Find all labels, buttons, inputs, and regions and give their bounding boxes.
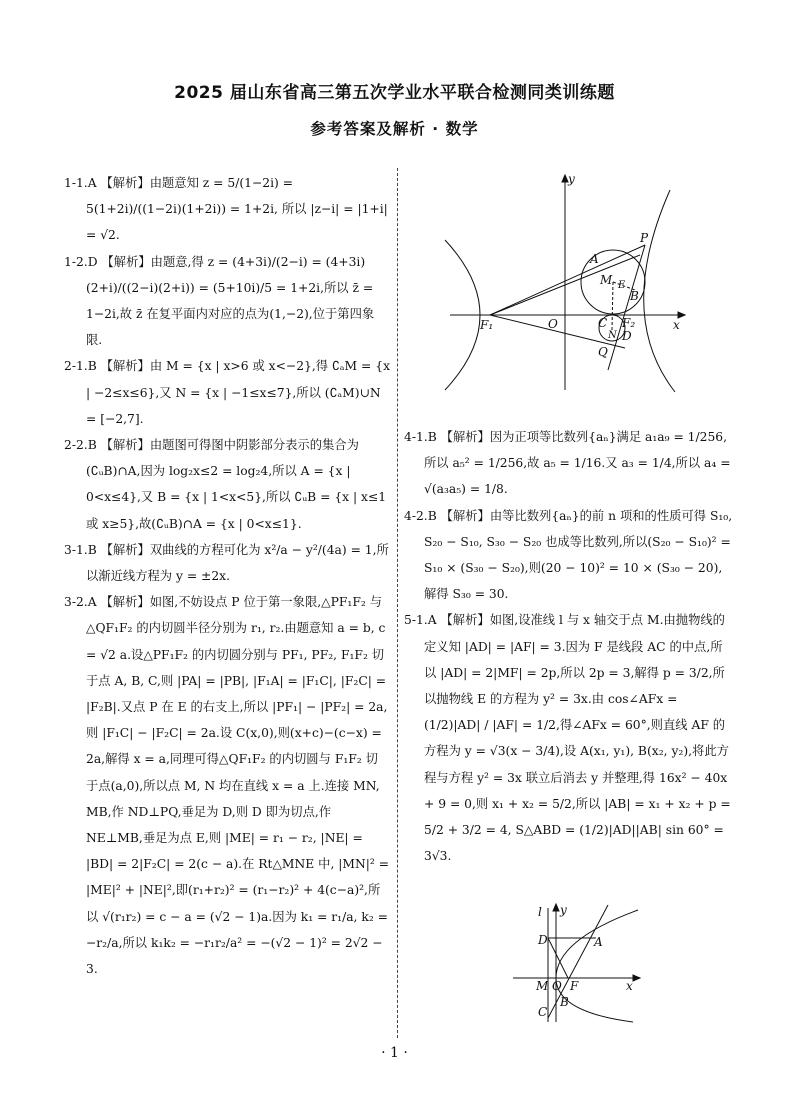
hyperbola-right-branch: [644, 190, 675, 392]
fig1-label-C: C: [598, 316, 608, 330]
fig2-label-C: C: [538, 1005, 548, 1019]
fig2-label-O: O: [552, 979, 562, 993]
answer-4-1: 4-1.B 【解析】因为正项等比数列{aₙ}满足 a₁a₉ = 1/256,所以 a₅² = 1/256,故 a₅ = 1/16.又 a₃ = 1/4,所以 a₄ = √(a₃a₅) = 1/8.: [404, 430, 731, 497]
fig1-label-P: P: [640, 231, 649, 245]
fig2-label-A: A: [594, 935, 603, 949]
document-title: 2025 届山东省高三第五次学业水平联合检测同类训练题: [174, 83, 615, 103]
answer-3-1: 3-1.B 【解析】双曲线的方程可化为 x²/a − y²/(4a) = 1,所以渐近线方程为 y = ±2x.: [64, 542, 389, 584]
answer-3-2: 3-2.A 【解析】如图,不妨设点 P 位于第一象限,△PF₁F₂ 与△QF₁F₂ 的内切圆半径分别为 r₁, r₂.由题意知 a = b, c = √2 a.设△PF₁F₂ 的内切圆分别与 PF₁, PF₂, F₁F₂ 切于点 A, B, C,则 |PA| = |PB|, |F₁A| = |F₁C|, |F₂C| = |F₂B|.又点 P 在 E 的右支上,所以 |PF₁| − |PF₂| = 2a,则 |F₁C| − |F₂C| = 2a.设 C(x,0),则(x+c)−(c−x) = 2a,解得 x = a,同理可得△QF₁F₂ 的内切圆与 F₁F₂ 切于点(a,0),所以点 M, N 均在直线 x = a 上.连接 MN, MB,作 ND⊥PQ,垂足为 D,则 D 即为切点,作 NE⊥MB,垂足为点 E,则 |ME| = r₁ − r₂, |NE| = |BD| = 2|F₂C| = 2(c − a).在 Rt△MNE 中, |MN|² = |ME|² + |NE|²,即(r₁+r₂)² = (r₁−r₂)² + 4(c−a)²,所以 √(r₁r₂) = c − a = (√2 − 1)a.因为 k₁ = r₁/a, k₂ = −r₂/a,所以 k₁k₂ = −r₁r₂/a² = −(√2 − 1)² = 2√2 − 3.: [64, 595, 390, 977]
fig1-label-y: y: [568, 172, 575, 186]
fig1-label-M: M: [600, 273, 613, 287]
fig2-label-D: D: [538, 933, 548, 947]
fig1-label-F2: F₂: [622, 316, 636, 330]
document-subtitle: 参考答案及解析 · 数学: [310, 120, 479, 138]
fig2-label-M: M: [536, 979, 549, 993]
hyperbola-figure: [440, 170, 700, 395]
fig1-label-Q: Q: [598, 345, 608, 359]
fig2-label-B: B: [560, 995, 569, 1009]
fig1-label-x: x: [673, 318, 680, 332]
column-divider: [397, 168, 398, 1038]
fig1-label-D: D: [622, 329, 632, 343]
answer-4-2: 4-2.B 【解析】由等比数列{aₙ}的前 n 项和的性质可得 S₁₀, S₂₀ − S₁₀, S₃₀ − S₂₀ 也成等比数列,所以(S₂₀ − S₁₀)² = S₁₀ × (S₃₀ − S₂₀),则(20 − 10)² = 10 × (S₃₀ − 20),解得 S₃₀ = 30.: [404, 508, 733, 602]
fig1-label-A: A: [590, 252, 599, 266]
answer-5-1: 5-1.A 【解析】如图,设准线 l 与 x 轴交于点 M.由抛物线的定义知 |AD| = |AF| = 3.因为 F 是线段 AC 的中点,所以 |AD| = 2|MF| = 2p,所以 2p = 3,解得 p = 3/2,所以抛物线 E 的方程为 y² = 3x.由 cos∠AFx = (1/2)|AD| / |AF| = 1/2,得∠AFx = 60°,则直线 AF 的方程为 y = √3(x − 3/4),设 A(x₁, y₁), B(x₂, y₂),将此方程与方程 y² = 3x 联立后消去 y 并整理,得 16x² − 40x + 9 = 0,则 x₁ + x₂ = 5/2,所以 |AB| = x₁ + x₂ + p = 5/2 + 3/2 = 4, S△ABD = (1/2)|AD||AB| sin 60° = 3√3.: [404, 613, 731, 864]
answer-1-1: 1-1.A 【解析】由题意知 z = 5/(1−2i) = 5(1+2i)/((1−2i)(1+2i)) = 1+2i, 所以 |z−i| = |1+i| = √2.: [64, 176, 388, 243]
line-AF: [548, 905, 608, 1018]
parabola-figure: [508, 900, 648, 1025]
fig2-label-x: x: [626, 979, 633, 993]
answer-2-2: 2-2.B 【解析】由题图可得图中阴影部分表示的集合为 (∁ᵤB)∩A,因为 log₂x≤2 = log₂4,所以 A = {x | 0<x≤4},又 B = {x | 1<x<5},所以 ∁ᵤB = {x | x≤1 或 x≥5},故(∁ᵤB)∩A = {x | 0<x≤1}.: [64, 438, 387, 531]
answer-1-2: 1-2.D 【解析】由题意,得 z = (4+3i)/(2−i) = (4+3i)(2+i)/((2−i)(2+i)) = (5+10i)/5 = 1+2i,所以 z̄ = 1−2i,故 z̄ 在复平面内对应的点为(1,−2),位于第四象限.: [64, 254, 375, 348]
fig1-label-E: E: [618, 280, 626, 291]
fig2-label-y: y: [560, 903, 567, 917]
fig1-label-B: B: [630, 289, 639, 303]
right-column: [404, 424, 734, 869]
answer-2-1: 2-1.B 【解析】由 M = {x | x>6 或 x<−2},得 ∁ₐM = {x | −2≤x≤6},又 N = {x | −1≤x≤7},所以 (∁ₐM)∪N = [−2,7].: [64, 359, 390, 426]
fig1-label-N: N: [608, 330, 617, 341]
page-number: · 1 ·: [381, 1045, 408, 1061]
fig1-label-O: O: [548, 317, 558, 331]
left-column: [64, 170, 390, 982]
fig2-label-l: l: [538, 905, 542, 919]
fig1-label-F1: F₁: [480, 318, 494, 332]
fig2-label-F: F: [570, 979, 579, 993]
